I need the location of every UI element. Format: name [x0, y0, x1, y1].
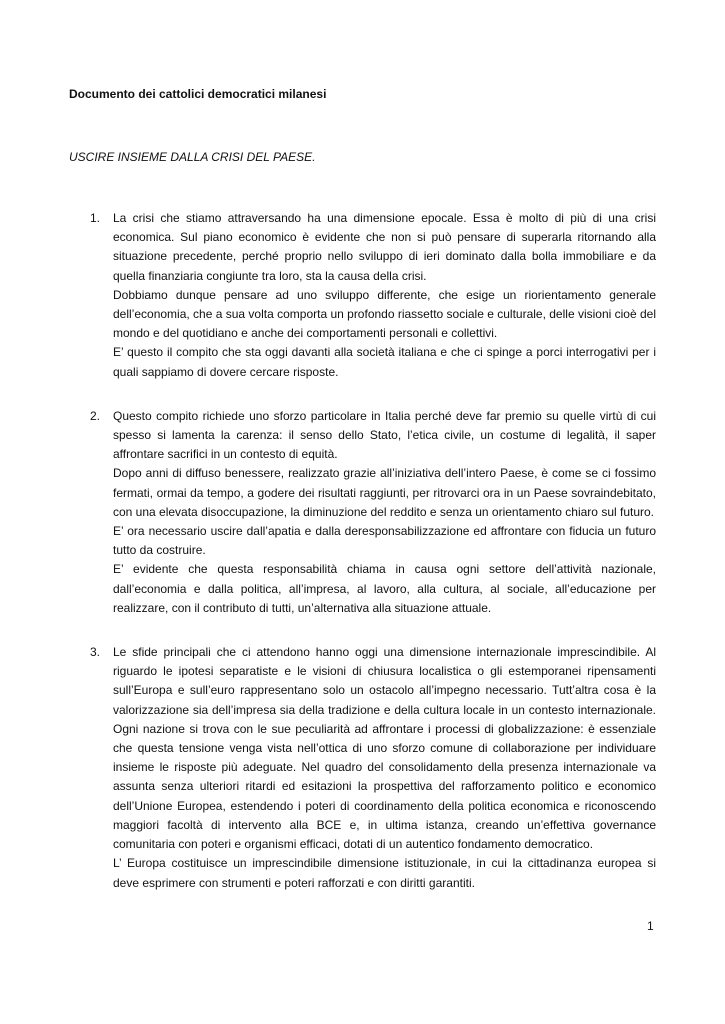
paragraph: E’ evidente che questa responsabilità chiama in causa ogni settore dell’attività nazionale, dall’economia e dalla politica, all’impresa, al lavoro, alla cultura, al sociale, all’educazione per realizzare, con il contributo di tutti, un’alternativa alla situazione attuale.: [113, 562, 656, 615]
document-subtitle: USCIRE INSIEME DALLA CRISI DEL PAESE.: [69, 150, 316, 164]
section-2: [0, 407, 725, 618]
section-body: [113, 407, 656, 618]
paragraph: Le sfide principali che ci attendono hanno oggi una dimensione internazionale imprescindibile. Al riguardo le ipotesi separatiste e le visioni di chiusura localistica o gli estemporanei ripensamenti sull’Europa e sull’euro rappresentano solo un ostacolo all’impegno necessario. Tutt’altra cosa è la valorizzazione sia dell’impresa sia della tradizione e della cultura locale in un contesto internazionale. Ogni nazione si trova con le sue peculiarità ad affrontare i processi di globalizzazione: è essenziale che questa tensione venga vista nell’ottica di uno sforzo comune di collaborazione per individuare insieme le risposte più adeguate. Nel quadro del consolidamento della presenza internazionale va assunta senza ulteriori ritardi ed esitazioni la prospettiva del rafforzamento politico e economico dell’Unione Europea, estendendo i poteri di coordinamento della politica economica e riconoscendo maggiori facoltà di intervento alla BCE e, in ultima istanza, creando un’effettiva governance comunitaria con poteri e organismi efficaci, dotati di un autentico fondamento democratico.: [113, 645, 656, 852]
section-1: [0, 209, 725, 382]
section-3: [0, 643, 725, 893]
section-number: 1.: [90, 211, 101, 225]
section-body: [113, 643, 656, 893]
section-number: 2.: [90, 408, 101, 423]
paragraph: Dopo anni di diffuso benessere, realizzato grazie all’iniziativa dell’intero Paese, è come se ci fossimo fermati, ormai da tempo, a godere dei risultati raggiunti, per ritrovarci ora in un Paese sovraindebitato, con una elevata disoccupazione, la diminuzione del reddito e senza un orientamento chiaro sul futuro.: [113, 466, 656, 519]
section-body: [113, 209, 656, 382]
page-number: 1: [647, 919, 654, 933]
paragraph: L’ Europa costituisce un imprescindibile dimensione istituzionale, in cui la cittadinanza europea si deve esprimere con strumenti e poteri rafforzati e con diritti garantiti.: [113, 856, 656, 890]
section-number: 3.: [90, 645, 101, 660]
numbered-sections: [0, 209, 725, 918]
document-title: Documento dei cattolici democratici milanesi: [69, 87, 327, 101]
paragraph: E’ questo il compito che sta oggi davanti alla società italiana e che ci spinge a porci interrogativi per i quali sappiamo di dovere cercare risposte.: [113, 345, 656, 379]
paragraph: Questo compito richiede uno sforzo particolare in Italia perché deve far premio su quelle virtù di cui spesso si lamenta la carenza: il senso dello Stato, l’etica civile, un costume di legalità, il saper affrontare sacrifici in un contesto di equità.: [113, 408, 656, 462]
paragraph: Dobbiamo dunque pensare ad uno sviluppo differente, che esige un riorientamento generale dell’economia, che a sua volta comporta un profondo riassetto sociale e culturale, delle visioni cioè del mondo e del quotidiano e anche dei comportamenti personali e collettivi.: [113, 287, 656, 341]
paragraph: E’ ora necessario uscire dall’apatia e dalla deresponsabilizzazione ed affrontare con fiducia un futuro tutto da costruire.: [113, 524, 656, 558]
paragraph: La crisi che stiamo attraversando ha una dimensione epocale. Essa è molto di più di una crisi economica. Sul piano economico è evidente che non si può pensare di superarla ritornando alla situazione precedente, perché proprio nello sviluppo di ieri dominato dalla bolla immobiliare e da quella finanziaria congiunte tra loro, sta la causa della crisi.: [113, 211, 656, 283]
